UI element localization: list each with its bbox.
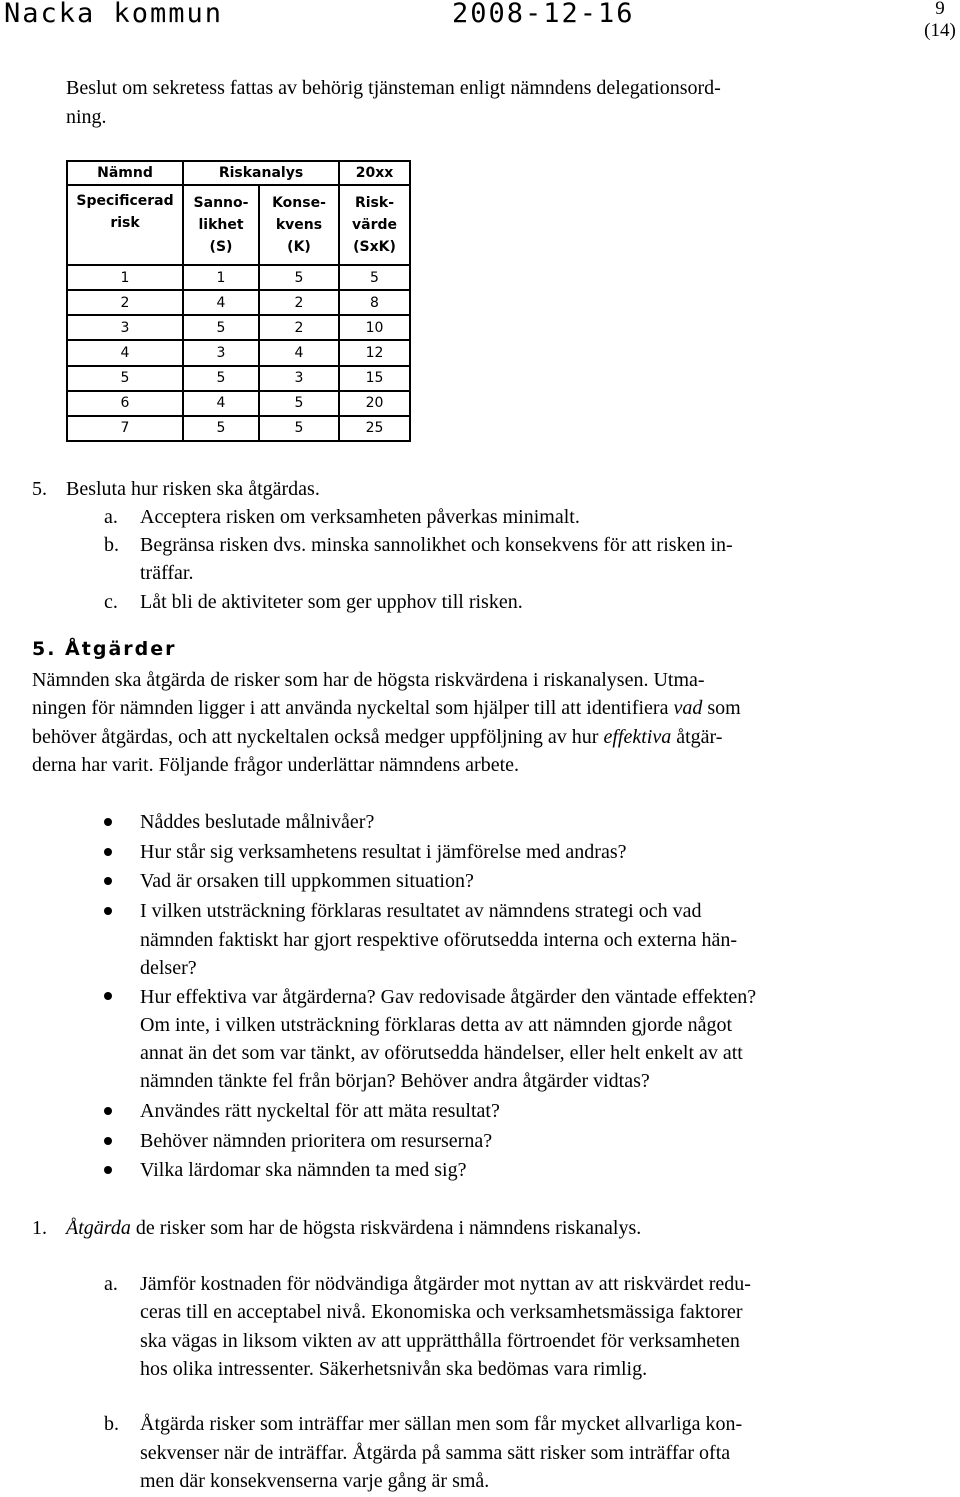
question-7: Behöver nämnden prioritera om resurserna? — [140, 1130, 493, 1152]
table-cell: 8 — [339, 290, 410, 315]
column-header-probability — [183, 185, 259, 265]
question-2: Hur står sig verksamhetens resultat i jämförelse med andras? — [140, 841, 627, 863]
item-b-line-3: men där konsekvenserna varje gång är små. — [140, 1470, 490, 1492]
bullet-icon — [104, 992, 112, 1000]
table-cell: 5 — [259, 391, 339, 416]
column-header-consequence — [259, 185, 339, 265]
header-text: kvens — [275, 217, 323, 233]
step5-b-line-2: träffar. — [140, 562, 194, 584]
item-b-line-1: Åtgärda risker som inträffar mer sällan men som får mycket allvarliga kon- — [140, 1413, 743, 1435]
bullet-icon — [104, 1166, 112, 1174]
text: de risker som har de högsta riskvärdena i nämndens riskanalys. — [130, 1217, 642, 1239]
paragraph-line-1: Nämnden ska åtgärda de risker som har de högsta riskvärdena i riskanalysen. Utma- — [32, 669, 705, 691]
table-cell-year: 20xx — [339, 161, 410, 185]
bullet-icon — [104, 1107, 112, 1115]
item-1-text — [66, 1214, 641, 1243]
step5-b-letter: b. — [104, 534, 119, 556]
table-cell-namnd: Nämnd — [67, 161, 183, 185]
table-cell: 5 — [67, 366, 183, 391]
table-cell: 2 — [67, 290, 183, 315]
step5-number: 5. — [32, 478, 47, 500]
table-cell: 5 — [259, 416, 339, 441]
table-cell: 3 — [183, 340, 259, 365]
header-text: Sanno- — [193, 195, 249, 211]
table-cell: 4 — [67, 340, 183, 365]
header-organization: Nacka kommun — [4, 0, 224, 29]
table-cell: 3 — [67, 315, 183, 340]
step5-b-line-1: Begränsa risken dvs. minska sannolikhet och konsekvens för att risken in- — [140, 534, 733, 556]
table-row — [67, 340, 410, 365]
header-page-number — [922, 0, 958, 42]
table-header-row — [67, 185, 410, 265]
item-b-line-2: sekvenser när de inträffar. Åtgärda på samma sätt risker som inträffar ofta — [140, 1442, 731, 1464]
bullet-icon — [104, 1137, 112, 1145]
emphasis: Åtgärda — [66, 1217, 131, 1239]
item-a-line-3: ska vägas in liksom vikten av att upprätthålla förtroendet för verksamheten — [140, 1330, 740, 1352]
item-b-letter: b. — [104, 1413, 119, 1435]
step5-a-text: Acceptera risken om verksamheten påverkas minimalt. — [140, 506, 580, 528]
step5-text: Besluta hur risken ska åtgärdas. — [66, 478, 320, 500]
column-header-specified-risk — [67, 185, 183, 265]
page-total: (14) — [924, 20, 956, 41]
emphasis: vad — [673, 697, 703, 719]
table-cell: 7 — [67, 416, 183, 441]
table-cell: 4 — [183, 290, 259, 315]
question-6: Användes rätt nyckeltal för att mäta resultat? — [140, 1100, 500, 1122]
question-4-line-1: I vilken utsträckning förklaras resultatet av nämndens strategi och vad — [140, 900, 702, 922]
table-cell: 12 — [339, 340, 410, 365]
table-top-row — [67, 161, 410, 185]
table-cell-riskanalys: Riskanalys — [183, 161, 339, 185]
step5-c-letter: c. — [104, 591, 118, 613]
table-cell: 2 — [259, 315, 339, 340]
question-4-line-2: nämnden faktiskt har gjort respektive oförutsedda interna och externa hän- — [140, 929, 738, 951]
section-heading: 5. Åtgärder — [32, 638, 177, 660]
table-row — [67, 265, 410, 290]
question-4-line-3: delser? — [140, 957, 197, 979]
header-text: Risk- — [354, 195, 395, 211]
table-cell: 1 — [183, 265, 259, 290]
table-cell: 4 — [259, 340, 339, 365]
header-text: värde — [352, 217, 397, 233]
table-row — [67, 290, 410, 315]
table-cell: 5 — [183, 416, 259, 441]
header-text: risk — [110, 215, 140, 231]
table-row — [67, 366, 410, 391]
item-a-line-2: ceras till en acceptabel nivå. Ekonomiska och verksamhetsmässiga faktorer — [140, 1301, 743, 1323]
bullet-icon — [104, 877, 112, 885]
table-cell: 2 — [259, 290, 339, 315]
step5-a-letter: a. — [104, 506, 118, 528]
table-cell: 4 — [183, 391, 259, 416]
header-date: 2008-12-16 — [452, 0, 635, 29]
paragraph-line-3 — [32, 723, 722, 752]
table-cell: 5 — [339, 265, 410, 290]
table-cell: 20 — [339, 391, 410, 416]
question-5-line-4: nämnden tänkte fel från början? Behöver andra åtgärder vidtas? — [140, 1070, 650, 1092]
table-cell: 10 — [339, 315, 410, 340]
question-5-line-1: Hur effektiva var åtgärderna? Gav redovisade åtgärder den väntade effekten? — [140, 986, 757, 1008]
intro-line-2: ning. — [66, 106, 107, 128]
header-text: Specificerad — [76, 193, 174, 209]
question-8: Vilka lärdomar ska nämnden ta med sig? — [140, 1159, 467, 1181]
text: som — [702, 697, 741, 719]
table-row — [67, 315, 410, 340]
question-5-line-2: Om inte, i vilken utsträckning förklaras detta av att nämnden gjorde något — [140, 1014, 733, 1036]
text: behöver åtgärdas, och att nyckeltalen också medger uppföljning av hur — [32, 726, 604, 748]
column-header-risk-value — [339, 185, 410, 265]
header-text: (SxK) — [353, 239, 396, 255]
emphasis: effektiva — [603, 726, 672, 748]
paragraph-line-2 — [32, 694, 741, 723]
header-text: (K) — [287, 239, 311, 255]
header-text: Konse- — [272, 195, 326, 211]
page-number: 9 — [935, 0, 945, 19]
header-text: (S) — [209, 239, 233, 255]
table-cell: 6 — [67, 391, 183, 416]
risk-analysis-table — [66, 160, 411, 442]
bullet-icon — [104, 848, 112, 856]
text: åtgär- — [671, 726, 723, 748]
paragraph-line-4: derna har varit. Följande frågor underlättar nämndens arbete. — [32, 754, 520, 776]
header-text: likhet — [198, 217, 244, 233]
table-cell: 1 — [67, 265, 183, 290]
bullet-icon — [104, 907, 112, 915]
item-a-line-4: hos olika intressenter. Säkerhetsnivån ska bedömas vara rimlig. — [140, 1358, 648, 1380]
item-a-line-1: Jämför kostnaden för nödvändiga åtgärder mot nyttan av att riskvärdet redu- — [140, 1273, 751, 1295]
table-cell: 5 — [259, 265, 339, 290]
step5-c-text: Låt bli de aktiviteter som ger upphov till risken. — [140, 591, 523, 613]
table-cell: 3 — [259, 366, 339, 391]
table-cell: 25 — [339, 416, 410, 441]
bullet-icon — [104, 818, 112, 826]
item-1-number: 1. — [32, 1217, 47, 1239]
question-3: Vad är orsaken till uppkommen situation? — [140, 870, 474, 892]
table-cell: 5 — [183, 315, 259, 340]
question-5-line-3: annat än det som var tänkt, av oförutsedda händelser, eller helt enkelt av att — [140, 1042, 743, 1064]
intro-line-1: Beslut om sekretess fattas av behörig tjänsteman enligt nämndens delegationsord- — [66, 77, 721, 99]
table-cell: 5 — [183, 366, 259, 391]
table-row — [67, 391, 410, 416]
text: ningen för nämnden ligger i att använda nyckeltal som hjälper till att identifiera — [32, 697, 674, 719]
question-1: Nåddes beslutade målnivåer? — [140, 811, 375, 833]
table-row — [67, 416, 410, 441]
item-a-letter: a. — [104, 1273, 118, 1295]
table-cell: 15 — [339, 366, 410, 391]
